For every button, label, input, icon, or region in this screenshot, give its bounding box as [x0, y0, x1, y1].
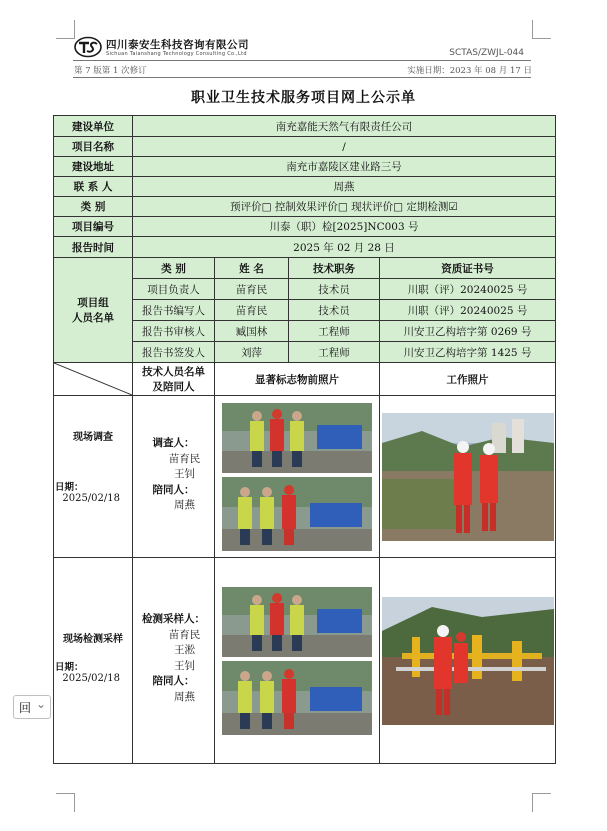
landmark-photos-sampling [215, 558, 380, 764]
landmark-photo [222, 403, 372, 473]
project-code-value: 川泰（职）检[2025]NC003 号 [133, 217, 556, 237]
sampler-label: 检测采样人： [142, 613, 205, 625]
unit-value: 南充嘉能天然气有限责任公司 [133, 116, 556, 137]
landmark-photo [222, 477, 372, 551]
table-row: 报告书签发人 刘萍 工程师 川安卫乙构培字第 1425 号 [54, 342, 556, 363]
staff-header-certificate: 资质证书号 [380, 258, 556, 279]
escort-label: 陪同人： [152, 483, 195, 496]
photos-header-staff: 技术人员名单 及陪同人 [133, 363, 215, 396]
sampler-name: 王淞 [174, 644, 195, 656]
header-divider [73, 60, 531, 61]
contact-value: 周燕 [133, 177, 556, 197]
project-code-label: 项目编号 [54, 217, 133, 237]
work-photo-survey-cell [380, 396, 556, 558]
site-sampling-date: 2025/02/18 [62, 673, 120, 684]
page-title: 职业卫生技术服务项目网上公示单 [191, 90, 416, 106]
escort-label: 陪同人： [152, 675, 195, 687]
work-photo-sampling-cell [380, 558, 556, 764]
surveyor-name: 王钊 [174, 468, 195, 480]
sampler-name: 王钊 [174, 659, 195, 672]
company-name: 四川泰安生科技咨询有限公司 [106, 39, 249, 51]
escort-name: 周燕 [174, 499, 195, 511]
page-corner-mark [56, 793, 75, 812]
site-sampling-label: 现场检测采样 [63, 634, 123, 645]
site-sampling-cell [54, 558, 133, 764]
site-sampling-date-label: 日期： [55, 662, 84, 673]
address-value: 南充市嘉陵区建业路三号 [133, 157, 556, 177]
sampler-name: 苗育民 [168, 628, 201, 641]
chevron-down-icon: ⌄ [36, 697, 47, 711]
floating-menu-button[interactable] [13, 695, 51, 719]
project-name-label: 项目名称 [54, 137, 133, 157]
table-row: 报告书编写人 苗育民 技术员 川职（评）20240025 号 [54, 300, 556, 321]
layout-icon: 回 [19, 701, 32, 715]
landmark-photo [222, 661, 372, 735]
site-sampling-people [133, 558, 215, 764]
address-label: 建设地址 [54, 157, 133, 177]
table-row: 项目负责人 苗育民 技术员 川职（评）20240025 号 [54, 279, 556, 300]
site-survey-label: 现场调查 [73, 432, 113, 443]
work-photo [382, 597, 554, 725]
landmark-photo [222, 587, 372, 657]
surveyor-label: 调查人： [152, 437, 195, 449]
category-label: 类 别 [54, 197, 133, 217]
staff-header-category: 类 别 [133, 258, 215, 279]
report-time-label: 报告时间 [54, 237, 133, 258]
landmark-photos-survey [215, 396, 380, 558]
staff-header-name: 姓 名 [215, 258, 289, 279]
implementation-date: 实施日期：2023 年 08 月 17 日 [407, 66, 532, 76]
site-survey-date-label: 日期： [55, 482, 84, 493]
photos-header-work: 工作照片 [380, 363, 556, 396]
photos-header-landmark: 显著标志物前照片 [215, 363, 380, 396]
surveyor-name: 苗育民 [168, 452, 201, 465]
version-label: 第 7 版第 1 次修订 [74, 66, 147, 76]
project-name-value: / [133, 137, 556, 157]
escort-name: 周燕 [174, 690, 195, 703]
staff-group-label: 项目组 人员名单 [54, 258, 133, 363]
work-photo [382, 413, 554, 541]
staff-header-title: 技术职务 [289, 258, 380, 279]
document-code: SCTAS/ZWJL-044 [449, 48, 524, 58]
notice-table [53, 115, 556, 764]
company-logo-icon [73, 36, 103, 58]
unit-label: 建设单位 [54, 116, 133, 137]
site-survey-people [133, 396, 215, 558]
table-row: 报告书审核人 臧国林 工程师 川安卫乙构培字第 0269 号 [54, 321, 556, 342]
header-divider [73, 77, 531, 78]
site-survey-cell [54, 396, 133, 558]
site-survey-date: 2025/02/18 [62, 493, 120, 504]
report-time-value: 2025 年 02 月 28 日 [133, 237, 556, 258]
page-corner-mark [532, 20, 551, 39]
category-value: 预评价□ 控制效果评价□ 现状评价□ 定期检测☑ [133, 197, 556, 217]
contact-label: 联 系 人 [54, 177, 133, 197]
page-corner-mark [532, 793, 551, 812]
company-name-english: Sichuan Taianshang Technology Consulting Co.,Ltd [106, 51, 247, 57]
diagonal-header-cell [54, 363, 133, 396]
